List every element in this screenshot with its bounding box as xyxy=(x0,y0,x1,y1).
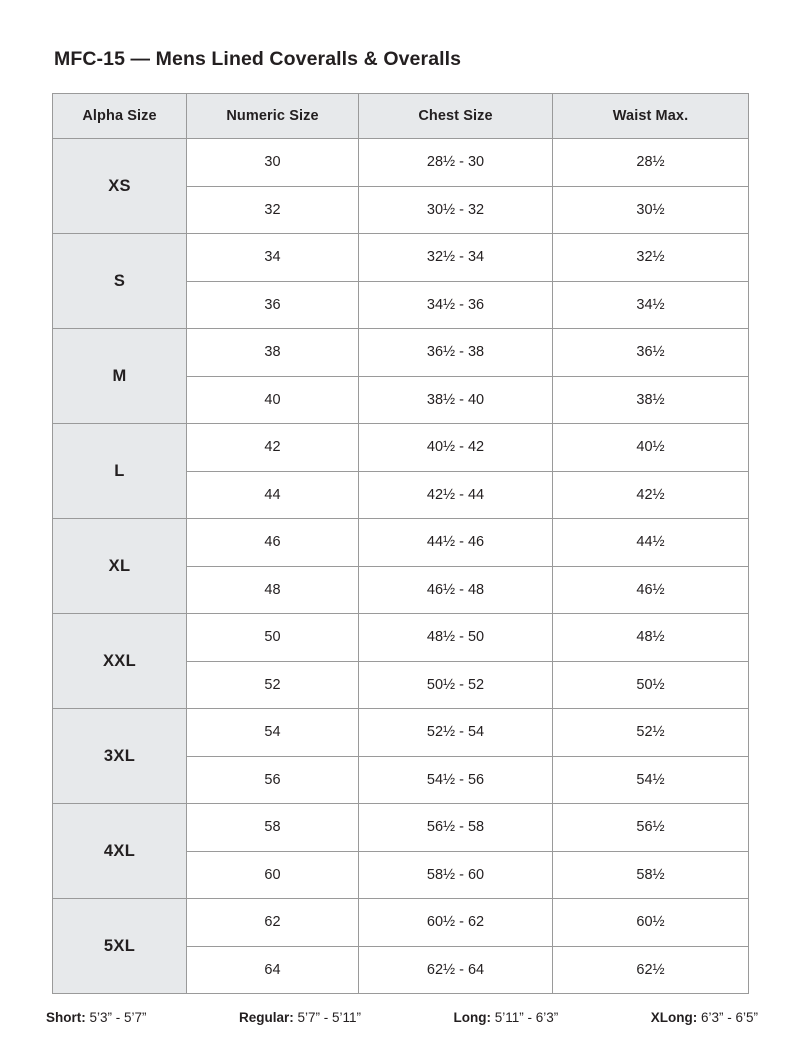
waist-size-cell: 40½ xyxy=(553,424,749,472)
alpha-size-cell: XS xyxy=(53,139,187,234)
numeric-size-cell: 32 xyxy=(187,186,359,234)
numeric-size-cell: 42 xyxy=(187,424,359,472)
waist-size-cell: 56½ xyxy=(553,804,749,852)
height-range-value: 6’3” - 6’5” xyxy=(700,1010,758,1025)
numeric-size-cell: 36 xyxy=(187,281,359,329)
alpha-size-cell: 3XL xyxy=(53,709,187,804)
table-row xyxy=(53,899,749,947)
chest-size-cell: 46½ - 48 xyxy=(359,566,553,614)
height-range-footer xyxy=(46,1010,758,1025)
alpha-size-cell: 5XL xyxy=(53,899,187,994)
chest-size-cell: 30½ - 32 xyxy=(359,186,553,234)
alpha-size-cell: 4XL xyxy=(53,804,187,899)
chest-size-cell: 32½ - 34 xyxy=(359,234,553,282)
column-header-waist-max: Waist Max. xyxy=(553,94,749,139)
table-row xyxy=(53,519,749,567)
column-header-alpha-size: Alpha Size xyxy=(53,94,187,139)
waist-size-cell: 42½ xyxy=(553,471,749,519)
chest-size-cell: 40½ - 42 xyxy=(359,424,553,472)
height-range-value: 5’3” - 5’7” xyxy=(89,1010,147,1025)
chest-size-cell: 52½ - 54 xyxy=(359,709,553,757)
height-range-item xyxy=(239,1010,361,1025)
table-header-row xyxy=(53,94,749,139)
chest-size-cell: 62½ - 64 xyxy=(359,946,553,994)
numeric-size-cell: 46 xyxy=(187,519,359,567)
height-range-label: XLong: xyxy=(650,1010,698,1025)
waist-size-cell: 50½ xyxy=(553,661,749,709)
numeric-size-cell: 54 xyxy=(187,709,359,757)
numeric-size-cell: 64 xyxy=(187,946,359,994)
waist-size-cell: 28½ xyxy=(553,139,749,187)
alpha-size-cell: S xyxy=(53,234,187,329)
chest-size-cell: 34½ - 36 xyxy=(359,281,553,329)
table-header xyxy=(53,94,749,139)
waist-size-cell: 52½ xyxy=(553,709,749,757)
chest-size-cell: 50½ - 52 xyxy=(359,661,553,709)
chest-size-cell: 48½ - 50 xyxy=(359,614,553,662)
numeric-size-cell: 62 xyxy=(187,899,359,947)
numeric-size-cell: 48 xyxy=(187,566,359,614)
numeric-size-cell: 30 xyxy=(187,139,359,187)
numeric-size-cell: 38 xyxy=(187,329,359,377)
table-body xyxy=(53,139,749,994)
chest-size-cell: 36½ - 38 xyxy=(359,329,553,377)
table-row xyxy=(53,234,749,282)
table-row xyxy=(53,329,749,377)
waist-size-cell: 60½ xyxy=(553,899,749,947)
column-header-numeric-size: Numeric Size xyxy=(187,94,359,139)
height-range-value: 5’11” - 6’3” xyxy=(494,1010,559,1025)
alpha-size-cell: XXL xyxy=(53,614,187,709)
chest-size-cell: 58½ - 60 xyxy=(359,851,553,899)
chest-size-cell: 44½ - 46 xyxy=(359,519,553,567)
numeric-size-cell: 40 xyxy=(187,376,359,424)
numeric-size-cell: 52 xyxy=(187,661,359,709)
waist-size-cell: 54½ xyxy=(553,756,749,804)
waist-size-cell: 62½ xyxy=(553,946,749,994)
waist-size-cell: 58½ xyxy=(553,851,749,899)
height-range-label: Short: xyxy=(46,1010,86,1025)
numeric-size-cell: 44 xyxy=(187,471,359,519)
numeric-size-cell: 60 xyxy=(187,851,359,899)
waist-size-cell: 48½ xyxy=(553,614,749,662)
height-range-label: Regular: xyxy=(238,1010,294,1025)
waist-size-cell: 34½ xyxy=(553,281,749,329)
waist-size-cell: 32½ xyxy=(553,234,749,282)
waist-size-cell: 38½ xyxy=(553,376,749,424)
column-header-chest-size: Chest Size xyxy=(359,94,553,139)
waist-size-cell: 46½ xyxy=(553,566,749,614)
numeric-size-cell: 58 xyxy=(187,804,359,852)
chest-size-cell: 54½ - 56 xyxy=(359,756,553,804)
height-range-item xyxy=(651,1010,758,1025)
waist-size-cell: 30½ xyxy=(553,186,749,234)
table-row xyxy=(53,709,749,757)
chest-size-cell: 28½ - 30 xyxy=(359,139,553,187)
waist-size-cell: 36½ xyxy=(553,329,749,377)
alpha-size-cell: M xyxy=(53,329,187,424)
height-range-item xyxy=(46,1010,147,1025)
chest-size-cell: 42½ - 44 xyxy=(359,471,553,519)
chest-size-cell: 56½ - 58 xyxy=(359,804,553,852)
numeric-size-cell: 56 xyxy=(187,756,359,804)
alpha-size-cell: XL xyxy=(53,519,187,614)
waist-size-cell: 44½ xyxy=(553,519,749,567)
height-range-item xyxy=(453,1010,558,1025)
alpha-size-cell: L xyxy=(53,424,187,519)
table-row xyxy=(53,139,749,187)
chest-size-cell: 60½ - 62 xyxy=(359,899,553,947)
table-row xyxy=(53,804,749,852)
size-chart-table xyxy=(52,93,749,994)
height-range-label: Long: xyxy=(453,1010,491,1025)
height-range-value: 5’7” - 5’11” xyxy=(297,1010,362,1025)
page-title: MFC-15 — Mens Lined Coveralls & Overalls xyxy=(54,48,462,70)
numeric-size-cell: 50 xyxy=(187,614,359,662)
chest-size-cell: 38½ - 40 xyxy=(359,376,553,424)
table-row xyxy=(53,424,749,472)
numeric-size-cell: 34 xyxy=(187,234,359,282)
table-row xyxy=(53,614,749,662)
